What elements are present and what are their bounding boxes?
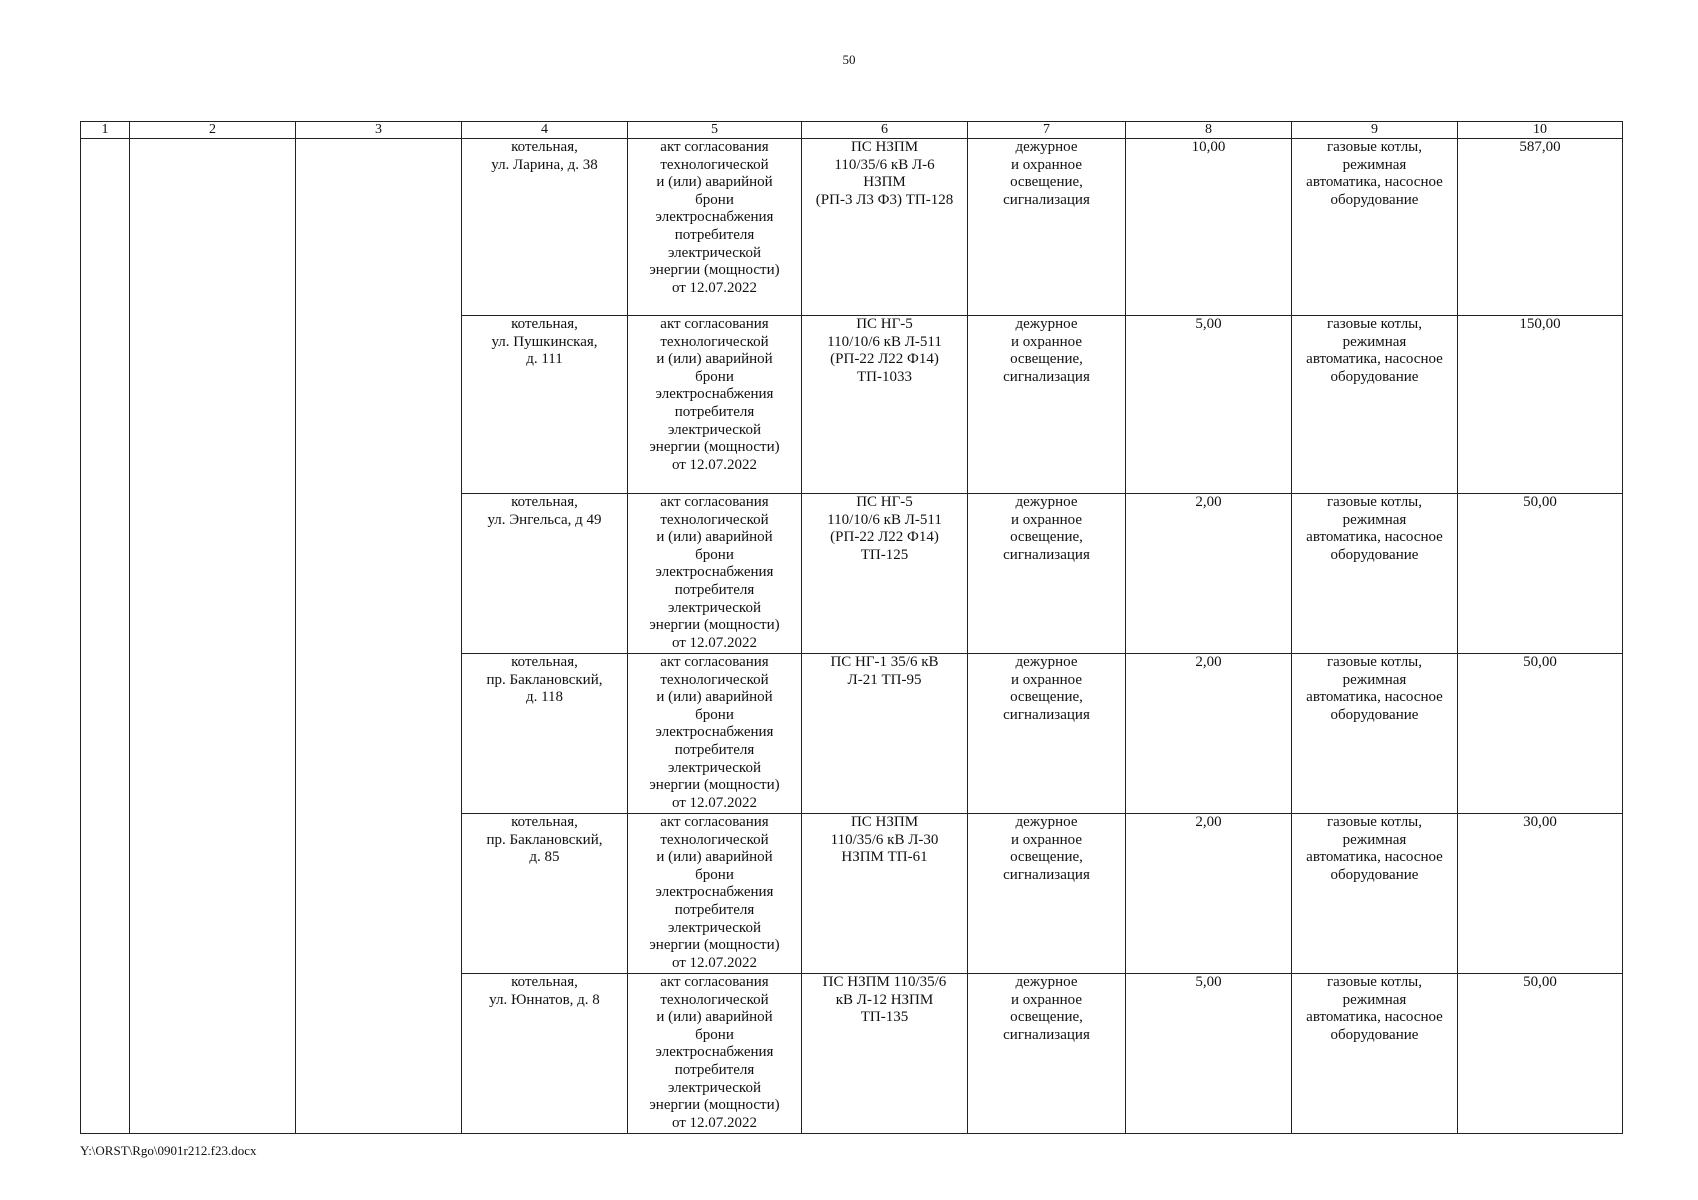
equipment-cell (1292, 654, 1458, 814)
cell-text-line: от 12.07.2022 (671, 954, 758, 971)
technological-power-value: 50,00 (1458, 974, 1623, 1134)
cell-text-line: электроснабжения (655, 1044, 774, 1061)
cell-text-line: электрической (668, 1079, 761, 1096)
cell-text-line: режимная (1342, 991, 1407, 1008)
cell-text-line: (РП-3 Л3 Ф3) ТП-128 (815, 191, 954, 208)
cell-text-line: ул. Энгельса, д 49 (487, 511, 602, 528)
cell-text-line: ПС НЗПМ 110/35/6 (822, 974, 947, 990)
cell-text-line: ПС НГ-5 (856, 316, 913, 332)
cell-text-line: энергии (мощности) (649, 617, 780, 634)
cell-text-line: электрической (668, 759, 761, 776)
emergency-power-value: 10,00 (1126, 139, 1292, 316)
cell-text-line: автоматика, насосное (1306, 1009, 1443, 1026)
cell-text-line: и охранное (1011, 511, 1082, 528)
cell-text-line: котельная, (511, 139, 578, 155)
cell-text-line: НЗПМ (863, 174, 906, 191)
table-body (81, 139, 1623, 1134)
cell-text-line: оборудование (1330, 1026, 1419, 1043)
boiler-address-cell (462, 316, 628, 494)
boiler-address-cell (462, 814, 628, 974)
cell-text-line: потребителя (674, 741, 755, 758)
cell-text-line: электрической (668, 919, 761, 936)
approval-act-cell (628, 316, 802, 494)
column-number: 3 (296, 122, 462, 139)
cell-text-line: электроснабжения (655, 386, 774, 403)
cell-text-line: и (или) аварийной (656, 849, 773, 866)
substation-cell (802, 974, 968, 1134)
cell-text-line: оборудование (1330, 368, 1419, 385)
document-table (80, 121, 1623, 1134)
table-row (81, 139, 1623, 316)
cell-text-line: электроснабжения (655, 724, 774, 741)
cell-text-line: от 12.07.2022 (671, 456, 758, 473)
cell-text-line: газовые котлы, (1326, 974, 1423, 990)
cell-text-line: потребителя (674, 403, 755, 420)
cell-text-line: дежурное (1015, 316, 1078, 332)
cell-text-line: акт согласования (660, 316, 769, 332)
cell-text-line: пр. Баклановский, (486, 671, 603, 688)
cell-text-line: режимная (1342, 831, 1407, 848)
cell-text-line: (РП-22 Л22 Ф14) (830, 529, 939, 546)
cell-text-line: технологической (660, 511, 769, 528)
cell-text-line: газовые котлы, (1326, 814, 1423, 830)
cell-text-line: акт согласования (660, 814, 769, 830)
cell-text-line: режимная (1342, 511, 1407, 528)
cell-text-line: брони (695, 546, 734, 563)
cell-text-line: дежурное (1015, 494, 1078, 510)
technological-power-value: 50,00 (1458, 654, 1623, 814)
cell-text-line: энергии (мощности) (649, 439, 780, 456)
cell-text-line: электроснабжения (655, 884, 774, 901)
approval-act-cell (628, 494, 802, 654)
cell-text-line: и охранное (1011, 333, 1082, 350)
approval-act-cell (628, 139, 802, 316)
cell-text-line: Л-21 ТП-95 (847, 671, 922, 688)
emergency-power-value: 2,00 (1126, 814, 1292, 974)
emergency-power-value: 2,00 (1126, 494, 1292, 654)
cell-text-line: ТП-135 (860, 1009, 909, 1026)
cell-text-line: оборудование (1330, 191, 1419, 208)
cell-text-line: потребителя (674, 1061, 755, 1078)
empty-cell-col2 (130, 139, 296, 1134)
cell-text-line: и (или) аварийной (656, 351, 773, 368)
cell-text-line: технологической (660, 333, 769, 350)
cell-text-line: освещение, (1010, 351, 1083, 368)
equipment-cell (1292, 974, 1458, 1134)
column-number: 4 (462, 122, 628, 139)
cell-text-line: ПС НЗПМ (850, 139, 919, 155)
cell-text-line: котельная, (511, 494, 578, 510)
column-number: 1 (81, 122, 130, 139)
cell-text-line: ул. Пушкинская, (491, 333, 598, 350)
equipment-cell (1292, 814, 1458, 974)
cell-text-line: и (или) аварийной (656, 529, 773, 546)
load-purpose-cell (968, 494, 1126, 654)
load-purpose-cell (968, 654, 1126, 814)
cell-text-line: ПС НЗПМ (850, 814, 919, 830)
cell-text-line: и охранное (1011, 831, 1082, 848)
technological-power-value: 30,00 (1458, 814, 1623, 974)
column-number: 10 (1458, 122, 1623, 139)
cell-text-line: ул. Юннатов, д. 8 (489, 991, 600, 1008)
cell-text-line: брони (695, 706, 734, 723)
cell-text-line: и охранное (1011, 671, 1082, 688)
cell-text-line: д. 111 (526, 351, 563, 368)
cell-text-line: режимная (1342, 333, 1407, 350)
substation-cell (802, 654, 968, 814)
cell-text-line: (РП-22 Л22 Ф14) (830, 351, 939, 368)
approval-act-cell (628, 974, 802, 1134)
cell-text-line: 110/10/6 кВ Л-511 (827, 333, 942, 350)
cell-text-line: НЗПМ ТП-61 (841, 849, 928, 866)
cell-text-line: автоматика, насосное (1306, 174, 1443, 191)
load-purpose-cell (968, 974, 1126, 1134)
empty-cell-col1 (81, 139, 130, 1134)
cell-text-line: энергии (мощности) (649, 1097, 780, 1114)
boiler-address-cell (462, 494, 628, 654)
cell-text-line: освещение, (1010, 689, 1083, 706)
cell-text-line: электроснабжения (655, 209, 774, 226)
column-number: 7 (968, 122, 1126, 139)
cell-text-line: освещение, (1010, 849, 1083, 866)
cell-text-line: брони (695, 1026, 734, 1043)
emergency-power-value: 5,00 (1126, 974, 1292, 1134)
cell-text-line: электрической (668, 599, 761, 616)
load-purpose-cell (968, 139, 1126, 316)
cell-text-line: сигнализация (1003, 191, 1090, 208)
cell-text-line: освещение, (1010, 529, 1083, 546)
cell-text-line: дежурное (1015, 654, 1078, 670)
cell-text-line: 110/35/6 кВ Л-30 (830, 831, 939, 848)
cell-text-line: технологической (660, 671, 769, 688)
substation-cell (802, 316, 968, 494)
empty-cell-col3 (296, 139, 462, 1134)
substation-cell (802, 814, 968, 974)
cell-text-line: сигнализация (1003, 866, 1090, 883)
approval-act-cell (628, 654, 802, 814)
cell-text-line: и (или) аварийной (656, 689, 773, 706)
cell-text-line: от 12.07.2022 (671, 1114, 758, 1131)
cell-text-line: потребителя (674, 581, 755, 598)
cell-text-line: пр. Баклановский, (486, 831, 603, 848)
cell-text-line: котельная, (511, 654, 578, 670)
boiler-address-cell (462, 654, 628, 814)
cell-text-line: котельная, (511, 974, 578, 990)
cell-text-line: технологической (660, 991, 769, 1008)
cell-text-line: д. 118 (525, 689, 564, 706)
cell-text-line: газовые котлы, (1326, 654, 1423, 670)
cell-text-line: освещение, (1010, 174, 1083, 191)
cell-text-line: и охранное (1011, 156, 1082, 173)
cell-text-line: брони (695, 368, 734, 385)
boiler-address-cell (462, 974, 628, 1134)
cell-text-line: автоматика, насосное (1306, 689, 1443, 706)
cell-text-line: от 12.07.2022 (671, 794, 758, 811)
cell-text-line: д. 85 (529, 849, 560, 866)
column-number: 6 (802, 122, 968, 139)
equipment-cell (1292, 139, 1458, 316)
emergency-power-value: 2,00 (1126, 654, 1292, 814)
cell-text-line: ул. Ларина, д. 38 (491, 156, 598, 173)
equipment-cell (1292, 316, 1458, 494)
footer-file-path: Y:\ORST\Rgo\0901r212.f23.docx (80, 1143, 257, 1158)
cell-text-line: дежурное (1015, 974, 1078, 990)
column-number: 9 (1292, 122, 1458, 139)
equipment-cell (1292, 494, 1458, 654)
substation-cell (802, 139, 968, 316)
cell-text-line: ПС НГ-1 35/6 кВ (830, 654, 939, 670)
cell-text-line: оборудование (1330, 546, 1419, 563)
cell-text-line: дежурное (1015, 814, 1078, 830)
cell-text-line: электрической (668, 244, 761, 261)
substation-cell (802, 494, 968, 654)
technological-power-value: 50,00 (1458, 494, 1623, 654)
cell-text-line: газовые котлы, (1326, 316, 1423, 332)
cell-text-line: режимная (1342, 156, 1407, 173)
cell-text-line: акт согласования (660, 974, 769, 990)
cell-text-line: сигнализация (1003, 1026, 1090, 1043)
cell-text-line: и (или) аварийной (656, 174, 773, 191)
cell-text-line: энергии (мощности) (649, 262, 780, 279)
cell-text-line: потребителя (674, 901, 755, 918)
column-number-row (81, 122, 1623, 139)
cell-text-line: брони (695, 191, 734, 208)
cell-text-line: сигнализация (1003, 706, 1090, 723)
boiler-address-cell (462, 139, 628, 316)
column-number: 2 (130, 122, 296, 139)
cell-text-line: акт согласования (660, 139, 769, 155)
cell-text-line: режимная (1342, 671, 1407, 688)
cell-text-line: энергии (мощности) (649, 937, 780, 954)
cell-text-line: акт согласования (660, 654, 769, 670)
cell-text-line: от 12.07.2022 (671, 634, 758, 651)
cell-text-line: оборудование (1330, 706, 1419, 723)
cell-text-line: и (или) аварийной (656, 1009, 773, 1026)
cell-text-line: сигнализация (1003, 368, 1090, 385)
cell-text-line: котельная, (511, 814, 578, 830)
cell-text-line: автоматика, насосное (1306, 529, 1443, 546)
emergency-power-value: 5,00 (1126, 316, 1292, 494)
technological-power-value: 150,00 (1458, 316, 1623, 494)
cell-text-line: 110/10/6 кВ Л-511 (827, 511, 942, 528)
technological-power-value: 587,00 (1458, 139, 1623, 316)
load-purpose-cell (968, 316, 1126, 494)
cell-text-line: оборудование (1330, 866, 1419, 883)
cell-text-line: сигнализация (1003, 546, 1090, 563)
cell-text-line: 110/35/6 кВ Л-6 (834, 156, 935, 173)
cell-text-line: брони (695, 866, 734, 883)
cell-text-line: энергии (мощности) (649, 777, 780, 794)
load-purpose-cell (968, 814, 1126, 974)
cell-text-line: технологической (660, 831, 769, 848)
cell-text-line: котельная, (511, 316, 578, 332)
cell-text-line: ПС НГ-5 (856, 494, 913, 510)
column-number: 5 (628, 122, 802, 139)
cell-text-line: потребителя (674, 226, 755, 243)
cell-text-line: кВ Л-12 НЗПМ (835, 991, 934, 1008)
cell-text-line: автоматика, насосное (1306, 849, 1443, 866)
cell-text-line: ТП-125 (860, 546, 909, 563)
cell-text-line: газовые котлы, (1326, 494, 1423, 510)
cell-text-line: освещение, (1010, 1009, 1083, 1026)
column-number: 8 (1126, 122, 1292, 139)
cell-text-line: электроснабжения (655, 564, 774, 581)
cell-text-line: и охранное (1011, 991, 1082, 1008)
cell-text-line: ТП-1033 (857, 368, 912, 385)
cell-text-line: автоматика, насосное (1306, 351, 1443, 368)
cell-text-line: акт согласования (660, 494, 769, 510)
page-number: 50 (842, 52, 856, 67)
cell-text-line: технологической (660, 156, 769, 173)
approval-act-cell (628, 814, 802, 974)
cell-text-line: газовые котлы, (1326, 139, 1423, 155)
cell-text-line: от 12.07.2022 (671, 279, 758, 296)
cell-text-line: дежурное (1015, 139, 1078, 155)
cell-text-line: электрической (668, 421, 761, 438)
